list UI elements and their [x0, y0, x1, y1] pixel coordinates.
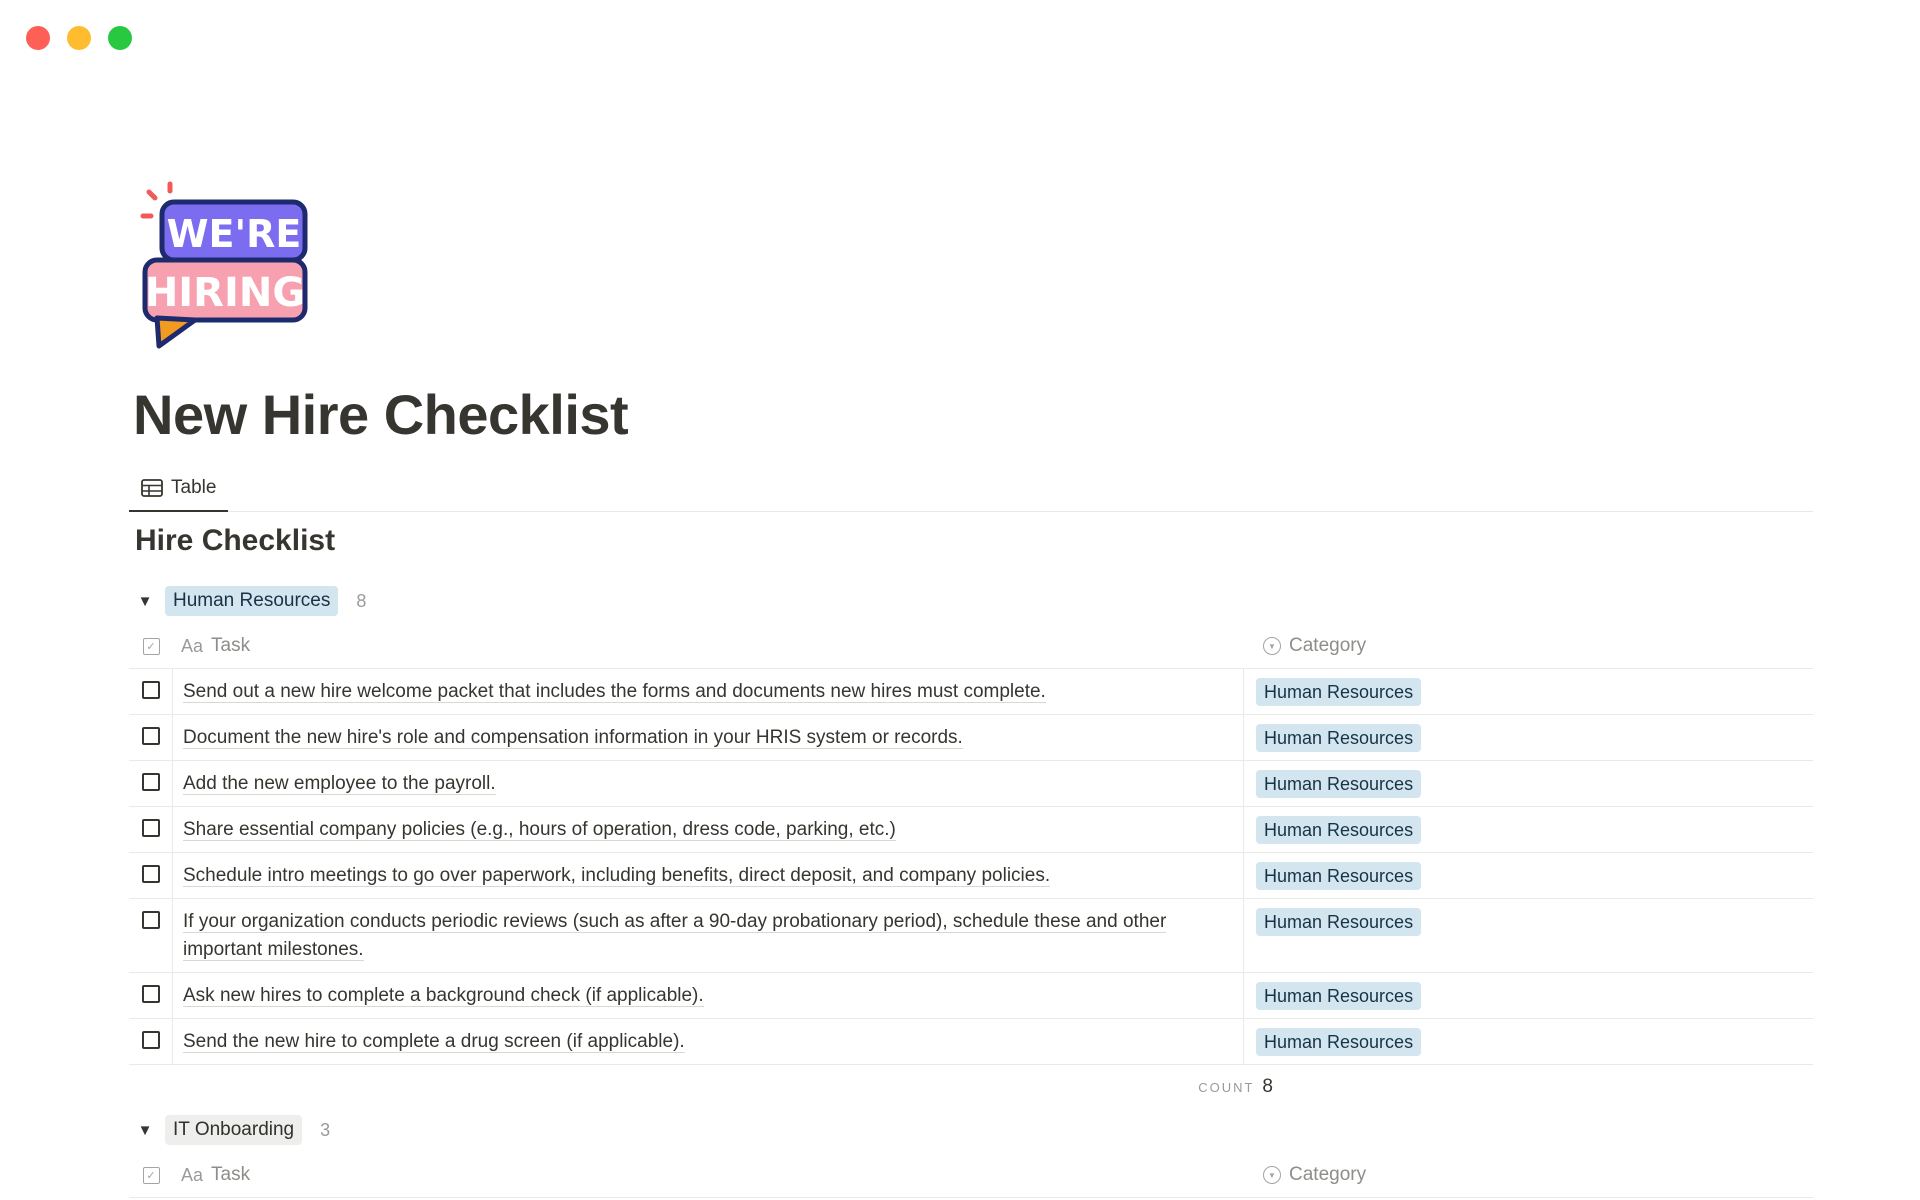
column-header-category[interactable]	[1251, 1164, 1366, 1186]
column-header-task[interactable]	[173, 635, 1251, 657]
task-title[interactable]: If your organization conducts periodic reviews (such as after a 90-day probationary period), schedule these and other important milestones.	[183, 911, 1167, 960]
group-count: 3	[320, 1119, 331, 1140]
checkbox-property-icon: ✓	[143, 1167, 160, 1184]
column-label-category: Category	[1289, 635, 1367, 656]
icon-text-bottom: HIRING	[144, 270, 306, 316]
view-tabs	[129, 466, 1813, 512]
icon-text-top: WE'RE	[166, 212, 302, 256]
close-window-button[interactable]	[26, 26, 50, 50]
task-title[interactable]: Ask new hires to complete a background check (if applicable).	[183, 985, 704, 1006]
checkbox-property-icon: ✓	[143, 638, 160, 655]
task-checkbox[interactable]	[142, 727, 160, 745]
task-title[interactable]: Document the new hire's role and compensation information in your HRIS system or records.	[183, 727, 963, 748]
count-value: 8	[1262, 1076, 1273, 1097]
collapse-triangle-icon[interactable]: ▼	[137, 592, 153, 610]
column-header-checkbox[interactable]	[129, 638, 173, 655]
group-footer-count[interactable]	[129, 1065, 1813, 1109]
category-tag[interactable]: Human Resources	[1256, 982, 1421, 1010]
group-human-resources	[129, 581, 1813, 1109]
category-tag[interactable]: Human Resources	[1256, 862, 1421, 890]
table-row[interactable]	[129, 715, 1813, 761]
select-property-icon: ▼	[1263, 637, 1281, 655]
collapse-triangle-icon[interactable]: ▼	[137, 1121, 153, 1139]
group-tag: IT Onboarding	[165, 1115, 302, 1145]
page-icon-hiring-badge[interactable]	[139, 180, 319, 350]
category-tag[interactable]: Human Resources	[1256, 816, 1421, 844]
table-row[interactable]	[129, 807, 1813, 853]
task-checkbox[interactable]	[142, 985, 160, 1003]
table-row[interactable]	[129, 1019, 1813, 1065]
category-tag[interactable]: Human Resources	[1256, 1028, 1421, 1056]
category-tag[interactable]: Human Resources	[1256, 724, 1421, 752]
group-header	[129, 1110, 1813, 1150]
column-header-task[interactable]	[173, 1164, 1251, 1186]
task-title[interactable]: Send the new hire to complete a drug screen (if applicable).	[183, 1031, 685, 1052]
category-tag[interactable]: Human Resources	[1256, 770, 1421, 798]
task-checkbox[interactable]	[142, 865, 160, 883]
select-property-icon: ▼	[1263, 1166, 1281, 1184]
group-tag: Human Resources	[165, 586, 338, 616]
minimize-window-button[interactable]	[67, 26, 91, 50]
column-header-checkbox[interactable]	[129, 1167, 173, 1184]
zoom-window-button[interactable]	[108, 26, 132, 50]
table-row[interactable]	[129, 899, 1813, 973]
column-header-row	[129, 624, 1813, 669]
group-header	[129, 581, 1813, 621]
window-controls	[26, 26, 132, 50]
task-title[interactable]: Share essential company policies (e.g., hours of operation, dress code, parking, etc.)	[183, 819, 896, 840]
column-header-category[interactable]	[1251, 635, 1366, 657]
task-checkbox[interactable]	[142, 681, 160, 699]
task-title[interactable]: Add the new employee to the payroll.	[183, 773, 496, 794]
task-title[interactable]: Schedule intro meetings to go over paperwork, including benefits, direct deposit, and company policies.	[183, 865, 1051, 886]
column-label-task: Task	[211, 1164, 251, 1185]
task-checkbox[interactable]	[142, 1031, 160, 1049]
task-title[interactable]: Send out a new hire welcome packet that includes the forms and documents new hires must complete.	[183, 681, 1046, 702]
tab-label: Table	[171, 477, 217, 498]
group-it-onboarding	[129, 1110, 1813, 1198]
count-label: COUNT	[1198, 1079, 1255, 1095]
table-icon	[141, 479, 163, 497]
tab-table-view[interactable]	[129, 466, 228, 512]
page-title[interactable]: New Hire Checklist	[133, 383, 629, 446]
category-tag[interactable]: Human Resources	[1256, 908, 1421, 936]
table-row[interactable]	[129, 669, 1813, 715]
task-checkbox[interactable]	[142, 819, 160, 837]
category-tag[interactable]: Human Resources	[1256, 678, 1421, 706]
column-label-category: Category	[1289, 1164, 1367, 1185]
database-title[interactable]: Hire Checklist	[135, 524, 336, 557]
group-count: 8	[356, 590, 367, 611]
title-property-icon: Aa	[181, 1164, 204, 1185]
column-label-task: Task	[211, 635, 251, 656]
task-checkbox[interactable]	[142, 773, 160, 791]
table-row[interactable]	[129, 853, 1813, 899]
table-row[interactable]	[129, 761, 1813, 807]
task-checkbox[interactable]	[142, 911, 160, 929]
title-property-icon: Aa	[181, 635, 204, 656]
table-row[interactable]	[129, 973, 1813, 1019]
column-header-row	[129, 1153, 1813, 1198]
